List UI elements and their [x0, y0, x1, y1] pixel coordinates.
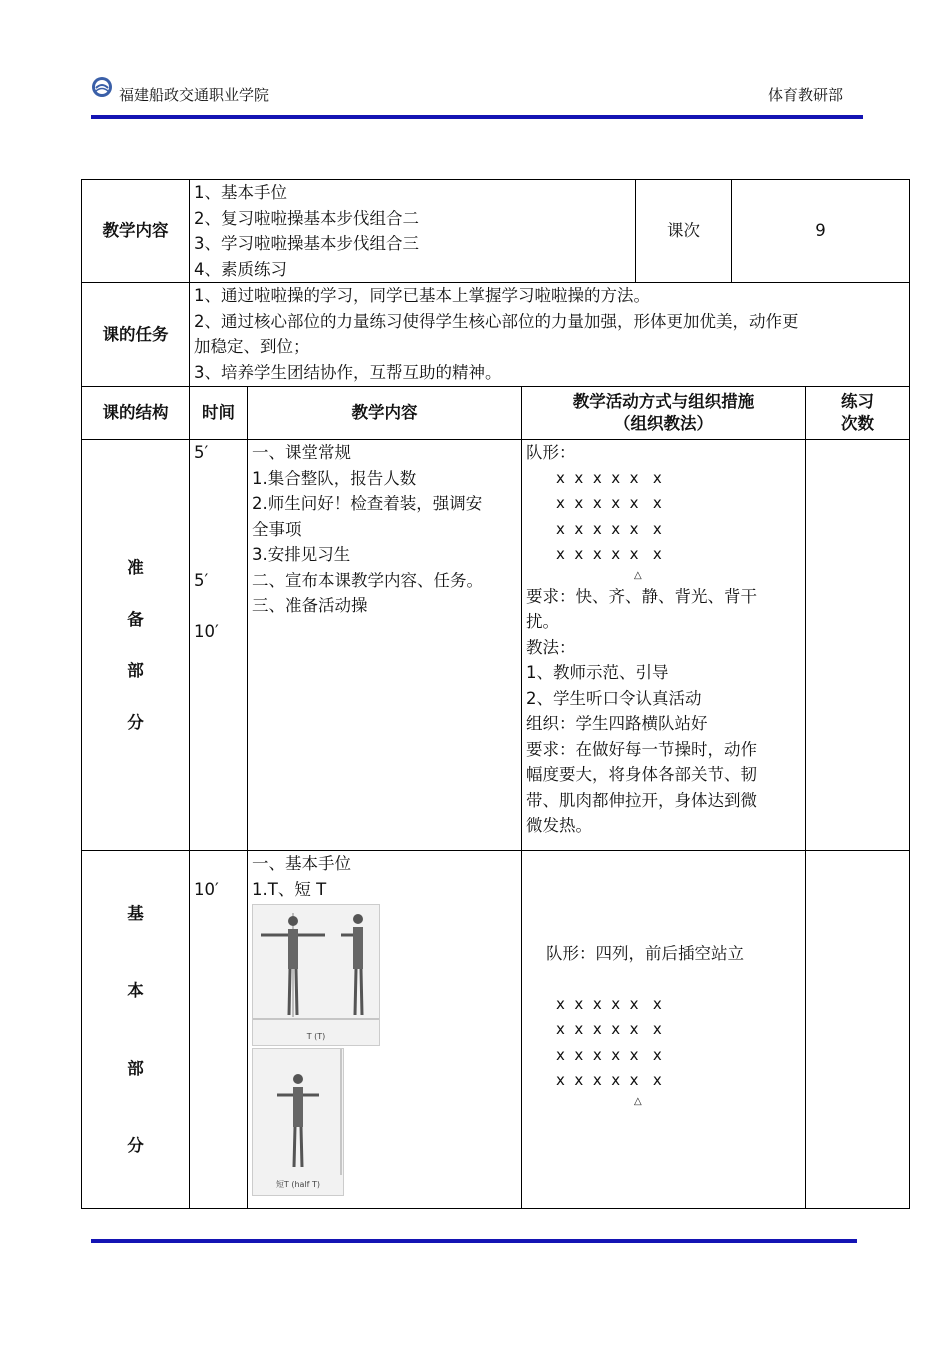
- section-char: 部: [127, 1058, 144, 1078]
- content-line: 一、基本手位: [252, 854, 351, 873]
- section-char: 部: [127, 661, 144, 680]
- content-item: 2、复习啦啦操基本步伐组合二: [194, 208, 419, 228]
- basic-times: [190, 851, 248, 1209]
- row-basic: [82, 851, 910, 1209]
- row-teaching-content: [82, 180, 910, 283]
- label-lesson-number: 课次: [636, 180, 732, 283]
- task-line: 加稳定、到位；: [194, 337, 310, 356]
- method-line: 教法：: [526, 637, 576, 657]
- method-line: 带、肌肉都伸拉开，身体达到微: [526, 790, 757, 810]
- prep-times: [190, 440, 248, 851]
- content-line: 一、课堂常规: [252, 443, 351, 462]
- label-teaching-content: 教学内容: [82, 180, 190, 283]
- method-line: 扰。: [526, 612, 559, 631]
- content-line: 三、准备活动操: [252, 596, 368, 615]
- teaching-content-list: [190, 180, 636, 283]
- content-line: 3.安排见习生: [252, 545, 351, 564]
- row-preparation: [82, 440, 910, 851]
- header-repetitions-line1: 练习: [841, 392, 874, 411]
- header-rule: [91, 115, 863, 119]
- lesson-tasks-text: [190, 283, 910, 387]
- formation-row: x x x x x x: [556, 994, 662, 1013]
- section-char: 基: [127, 903, 144, 923]
- method-line: 组织：学生四路横队站好: [526, 714, 708, 733]
- task-line: 1、通过啦啦操的学习，同学已基本上掌握学习啦啦操的方法。: [194, 286, 650, 305]
- section-basic: [82, 851, 190, 1209]
- formation-title: 队形：四列，前后插空站立: [546, 944, 744, 963]
- header-method-line1: 教学活动方式与组织措施: [572, 392, 755, 411]
- task-line: 3、培养学生团结协作，互帮互助的精神。: [194, 362, 502, 382]
- time-value: 10′: [194, 621, 219, 641]
- t-position-figure-icon: [253, 905, 379, 1023]
- formation-row: x x x x x x: [556, 468, 662, 487]
- section-char: 备: [127, 609, 144, 629]
- spacer: [194, 851, 243, 877]
- row-lesson-tasks: [82, 283, 910, 387]
- spacer: [194, 466, 243, 568]
- prep-method: [522, 440, 806, 851]
- teacher-triangle-icon: △: [634, 569, 642, 581]
- photo-t-position: [252, 904, 380, 1046]
- content-line: 二、宣布本课教学内容、任务。: [252, 570, 483, 590]
- prep-content: [248, 440, 522, 851]
- header-method-line2: （组织教法）: [614, 414, 713, 433]
- content-item: 1、基本手位: [194, 183, 287, 202]
- method-line: 2、学生听口令认真活动: [526, 688, 702, 708]
- time-value: 10′: [194, 879, 219, 899]
- formation-row: x x x x x x: [556, 494, 662, 512]
- formation-title: 队形：: [526, 443, 576, 462]
- school-logo-icon: [91, 76, 113, 98]
- section-char: 分: [127, 712, 144, 732]
- content-line: 1.集合整队，报告人数: [252, 468, 417, 488]
- half-t-position-figure-icon: [253, 1049, 343, 1175]
- formation-row: x x x x x x: [556, 1071, 662, 1089]
- method-line: 微发热。: [526, 816, 592, 835]
- teacher-triangle-icon: △: [634, 1095, 642, 1107]
- content-line: 1.T、短 T: [252, 879, 327, 899]
- formation-diagram: [526, 466, 801, 584]
- section-char: 本: [127, 981, 144, 1000]
- lesson-plan-table: [81, 179, 910, 1209]
- section-preparation: [82, 440, 190, 851]
- method-line: 要求：在做好每一节操时，动作: [526, 739, 757, 759]
- formation-row: x x x x x x: [556, 545, 662, 563]
- footer-rule: [91, 1239, 857, 1243]
- label-lesson-tasks: 课的任务: [82, 283, 190, 387]
- section-char: 分: [127, 1136, 144, 1155]
- spacer: [526, 967, 801, 992]
- content-item: 4、素质练习: [194, 259, 287, 279]
- method-line: 1、教师示范、引导: [526, 663, 669, 682]
- photo-caption: 短T (half T): [275, 1180, 321, 1189]
- page-header: [91, 76, 863, 116]
- basic-repetitions: [806, 851, 910, 1209]
- content-item: 3、学习啦啦操基本步伐组合三: [194, 234, 419, 253]
- basic-content: [248, 851, 522, 1209]
- section-char: 准: [127, 558, 144, 577]
- header-repetitions: [806, 387, 910, 440]
- content-line: 2.师生问好！检查着装，强调安: [252, 494, 483, 513]
- method-line: 幅度要大，将身体各部关节、韧: [526, 765, 757, 784]
- header-method: [522, 387, 806, 440]
- content-line: 全事项: [252, 519, 302, 539]
- spacer: [526, 851, 801, 941]
- formation-row: x x x x x x: [556, 1045, 662, 1064]
- header-structure: 课的结构: [82, 387, 190, 440]
- header-repetitions-line2: 次数: [841, 414, 874, 433]
- photo-half-t-position: [252, 1048, 344, 1196]
- formation-row: x x x x x x: [556, 519, 662, 538]
- task-line: 2、通过核心部位的力量练习使得学生核心部位的力量加强，形体更加优美，动作更: [194, 311, 799, 331]
- spacer: [194, 593, 243, 619]
- formation-row: x x x x x x: [556, 1020, 662, 1038]
- header-time: 时间: [190, 387, 248, 440]
- prep-repetitions: [806, 440, 910, 851]
- row-column-headers: [82, 387, 910, 440]
- formation-diagram: [526, 992, 801, 1110]
- method-line: 要求：快、齐、静、背光、背干: [526, 586, 757, 606]
- department-name: 体育教研部: [767, 86, 843, 104]
- time-value: 5′: [194, 570, 209, 590]
- photo-caption: T (T): [306, 1032, 326, 1041]
- lesson-number: 9: [732, 180, 910, 283]
- time-value: 5′: [194, 443, 209, 462]
- school-name: 福建船政交通职业学院: [119, 86, 270, 104]
- header-content: 教学内容: [248, 387, 522, 440]
- basic-method: [522, 851, 806, 1209]
